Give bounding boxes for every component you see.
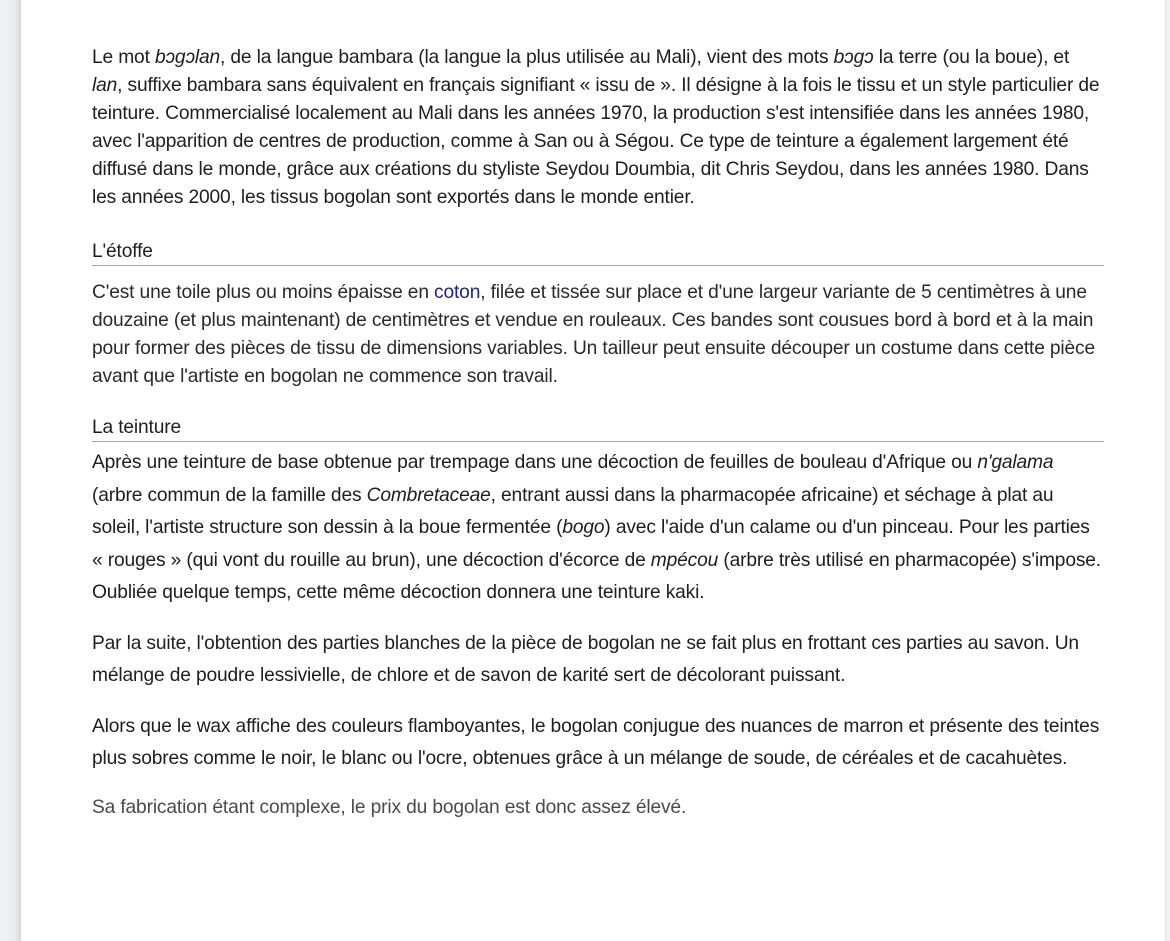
text-run: Le mot	[92, 47, 155, 68]
text-run: ) avec l'aide d'un calame ou d'un pinceau. Pour les parties « rouges » (qui vont du rouille au brun), une décoction d'écorce de	[92, 517, 1090, 571]
text-run: , entrant aussi dans la pharmacopée africaine) et séchage à plat au soleil, l'artiste structure son dessin à la boue fermentée (	[92, 484, 1054, 538]
italic-term: bɔgɔ	[833, 47, 874, 68]
section-heading-etoffe: L'étoffe	[92, 239, 1104, 266]
section-heading-teinture: La teinture	[92, 415, 1104, 442]
text-run: la terre (ou la boue), et	[873, 47, 1070, 68]
text-run: (arbre commun de la famille des	[92, 484, 367, 506]
intro-paragraph	[92, 44, 1104, 212]
italic-term: Combretaceae	[366, 484, 491, 506]
etoffe-paragraph	[92, 279, 1104, 391]
text-run: Après une teinture de base obtenue par trempage dans une décoction de feuilles de bouleau d'Afrique ou	[92, 452, 978, 473]
text-run: (arbre très utilisé en pharmacopée) s'impose. Oubliée quelque temps, cette même décoction donnera une teinture kaki.	[92, 549, 1101, 603]
italic-term: n'galama	[977, 452, 1054, 473]
document-body	[92, 44, 1104, 822]
italic-term: bɔgɔlan	[154, 47, 221, 68]
italic-term: lan	[92, 75, 118, 96]
text-run: , filée et tissée sur place et d'une largeur variante de 5 centimètres à une douzaine (et plus maintenant) de centimètres et vendue en rouleaux. Ces bandes sont cousues bord à bord et à la main pour former des pièces de tissu de dimensions variables. Un tailleur peut ensuite découper un costume dans cette pièce avant que l'artiste en bogolan ne commence son travail.	[92, 282, 1096, 387]
italic-term: bogo	[562, 517, 605, 538]
italic-term: mpécou	[650, 549, 719, 571]
coton-link[interactable]: coton	[434, 282, 481, 303]
document-page	[22, 0, 1164, 941]
teinture-paragraph-1	[92, 447, 1104, 610]
text-run: , de la langue bambara (la langue la plus utilisée au Mali), vient des mots	[220, 47, 834, 68]
teinture-paragraph-3: Alors que le wax affiche des couleurs flamboyantes, le bogolan conjugue des nuances de marron et présente des teintes plus sobres comme le noir, le blanc ou l'ocre, obtenues grâce à un mélange de soude, de céréales et de cacahuètes.	[92, 715, 1100, 769]
text-run: , suffixe bambara sans équivalent en français signifiant « issu de ». Il désigne à la fois le tissu et un style particulier de teinture. Commercialisé localement au Mali dans les années 1970, la production s'est intensifiée dans les années 1980, avec l'apparition de centres de production, comme à San ou à Ségou. Ce type de teinture a également largement été diffusé dans le monde, grâce aux créations du styliste Seydou Doumbia, dit Chris Seydou, dans les années 1980. Dans les années 2000, les tissus bogolan sont exportés dans le monde entier.	[92, 75, 1100, 208]
teinture-paragraph-2: Par la suite, l'obtention des parties blanches de la pièce de bogolan ne se fait plus en frottant ces parties au savon. Un mélange de poudre lessivielle, de chlore et de savon de karité sert de décolorant puissant.	[92, 632, 1079, 686]
page-gutter	[0, 0, 21, 941]
text-run: C'est une toile plus ou moins épaisse en	[92, 282, 435, 303]
teinture-paragraph-4: Sa fabrication étant complexe, le prix du bogolan est donc assez élevé.	[92, 796, 687, 818]
scroll-edge	[1165, 0, 1170, 941]
